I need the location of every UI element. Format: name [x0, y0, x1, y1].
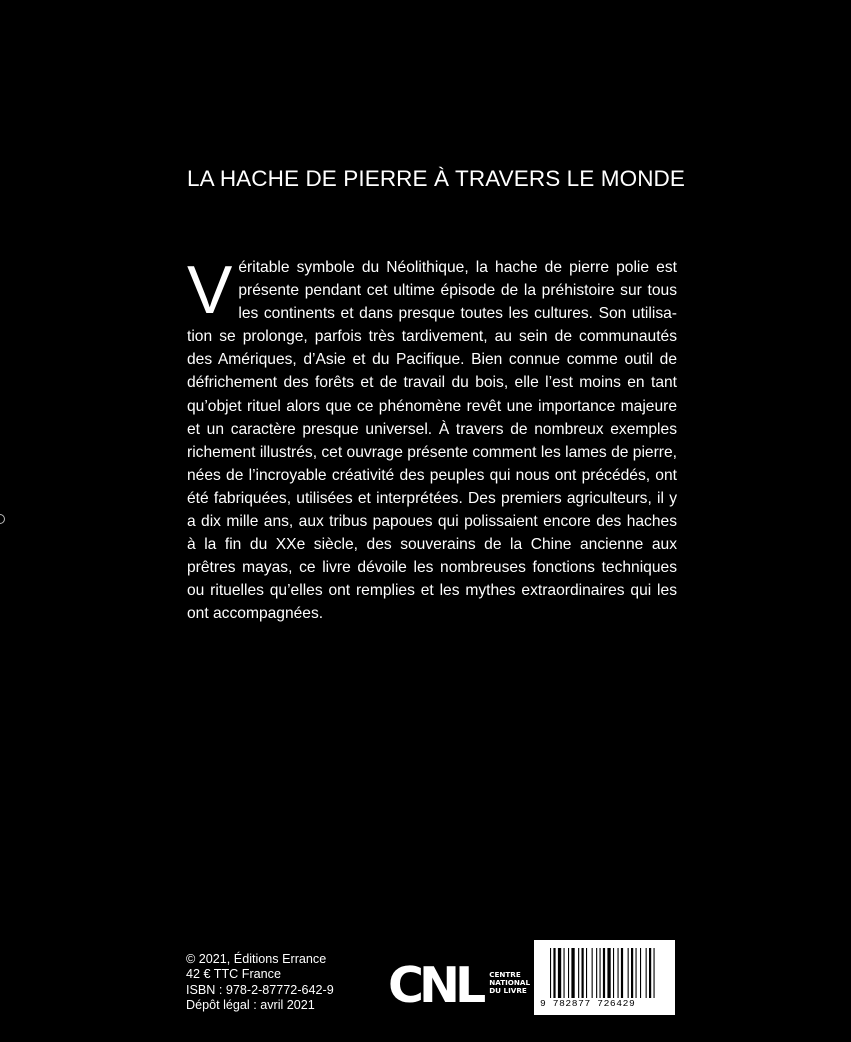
cnl-line-3: DU LIVRE — [489, 985, 527, 995]
barcode-bar — [600, 948, 601, 998]
barcode-bar — [636, 948, 637, 998]
barcode-bar — [646, 948, 647, 998]
cnl-logo — [388, 957, 531, 1014]
barcode-bar — [550, 948, 551, 998]
barcode-bar — [654, 948, 655, 998]
barcode-bar — [621, 948, 623, 998]
barcode-bar — [596, 948, 597, 998]
copyright-line: © 2021, Éditions Errance — [186, 952, 327, 966]
cnl-line-1: CENTRE — [489, 970, 521, 979]
barcode-bar — [582, 948, 584, 998]
barcode-bar — [618, 948, 619, 998]
isbn-line: ISBN : 978-2-87772-642-9 — [186, 982, 334, 997]
back-cover-blurb — [187, 252, 677, 626]
barcode-bar — [640, 948, 641, 998]
barcode-bar — [607, 948, 610, 998]
barcode-bar — [578, 948, 579, 998]
blurb-text: éritable symbole du Néolithique, la hache de pierre polie est présente pendant cet ultime épisode de la préhistoire sur tous les continents et dans presque toutes les cultures. Son utilisation se prolonge, parfois très tardivement, au sein de communautés des Amériques, d’Asie et du Pacifique. Bien connue comme outil de défrichement des forêts et de travail du bois, elle l’est moins en tant qu’objet rituel alors que ce phénomène revêt une importance majeure et un caractère presque universel. À travers de nombreux exemples richement illustrés, cet ouvrage présente comment les lames de pierre, nées de l’incroyable créativité des peuples qui nous ont précédés, ont été fabriquées, utilisées et interprétées. Des premiers agriculteurs, il y a dix mille ans, aux tribus papoues qui polissaient encore des haches à la fin du XXe siècle, des souverains de la Chine ancienne aux prêtres mayas, ce livre dévoile les nombreuses fonctions techniques ou rituelles qu’elles ont remplies et les mythes extraordinaires qui les ont accompagnées. — [187, 259, 677, 623]
barcode-bar — [558, 948, 561, 998]
barcode-bar — [564, 948, 565, 998]
barcode-bar — [631, 948, 633, 998]
isbn-barcode — [534, 940, 675, 1015]
cnl-line-2: NATIONAL — [489, 977, 531, 987]
cnl-logo-text — [489, 971, 530, 994]
barcode-digits: 9 782877 726429 — [540, 998, 636, 1009]
barcode-bar — [649, 948, 651, 998]
barcode-bar — [592, 948, 593, 998]
barcode-bar — [586, 948, 587, 998]
barcode-bar — [553, 948, 555, 998]
barcode-bar — [603, 948, 605, 998]
book-title: LA HACHE DE PIERRE À TRAVERS LE MONDE — [187, 166, 685, 191]
cnl-logo-letters: CNL — [388, 957, 482, 1014]
legal-deposit-line: Dépôt légal : avril 2021 — [186, 998, 315, 1013]
barcode-bars — [550, 948, 662, 998]
imprint-block — [186, 952, 334, 1014]
barcode-bar — [571, 948, 574, 998]
barcode-bar — [568, 948, 569, 998]
registration-mark-icon — [0, 514, 5, 524]
price-line: 42 € TTC France — [186, 967, 281, 982]
drop-cap: V — [187, 252, 233, 328]
barcode-bar — [628, 948, 629, 998]
barcode-bar — [613, 948, 614, 998]
